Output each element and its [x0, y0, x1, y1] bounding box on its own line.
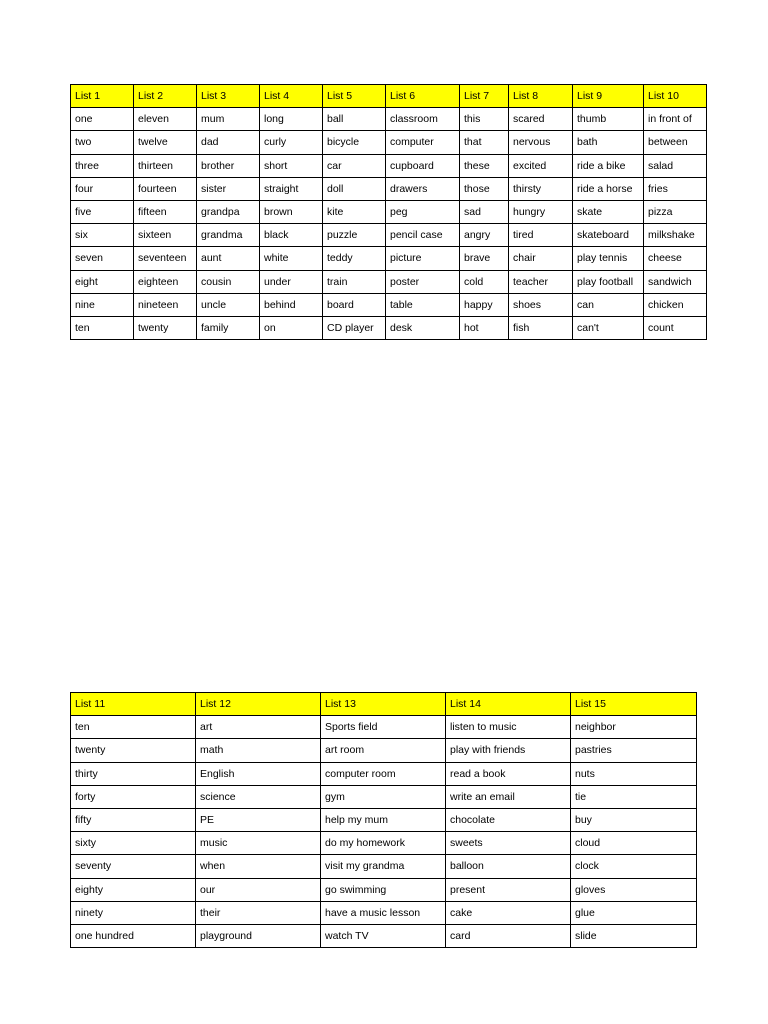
table-row [71, 247, 707, 270]
table-cell: art room [321, 739, 446, 762]
table-cell: twenty [71, 739, 196, 762]
table-cell: eighty [71, 878, 196, 901]
column-header: List 5 [323, 85, 386, 108]
column-header: List 11 [71, 693, 196, 716]
table-cell: two [71, 131, 134, 154]
table-cell: gym [321, 785, 446, 808]
table-cell: write an email [446, 785, 571, 808]
table-row [71, 293, 707, 316]
table-cell: slide [571, 924, 697, 947]
table-cell: classroom [386, 108, 460, 131]
table-cell: chicken [644, 293, 707, 316]
table-cell: one hundred [71, 924, 196, 947]
table-cell: black [260, 224, 323, 247]
table-cell: visit my grandma [321, 855, 446, 878]
table-cell: uncle [197, 293, 260, 316]
table-cell: present [446, 878, 571, 901]
table-cell: nine [71, 293, 134, 316]
table-cell: computer [386, 131, 460, 154]
table-cell: six [71, 224, 134, 247]
table-cell: those [460, 177, 509, 200]
table-cell: can't [573, 316, 644, 339]
table-cell: cupboard [386, 154, 460, 177]
table-cell: fifteen [134, 200, 197, 223]
table-cell: gloves [571, 878, 697, 901]
table-cell: straight [260, 177, 323, 200]
table-cell: pencil case [386, 224, 460, 247]
table-cell: seven [71, 247, 134, 270]
table-cell: ball [323, 108, 386, 131]
table-cell: can [573, 293, 644, 316]
table-cell: twenty [134, 316, 197, 339]
table-cell: have a music lesson [321, 901, 446, 924]
table-cell: English [196, 762, 321, 785]
table-cell: nervous [509, 131, 573, 154]
table-cell: seventy [71, 855, 196, 878]
table-cell: pastries [571, 739, 697, 762]
table-cell: cloud [571, 832, 697, 855]
column-header: List 6 [386, 85, 460, 108]
table-cell: ninety [71, 901, 196, 924]
table-cell: read a book [446, 762, 571, 785]
table-row [71, 716, 697, 739]
table-cell: teddy [323, 247, 386, 270]
table-body [71, 716, 697, 948]
column-header: List 2 [134, 85, 197, 108]
vocabulary-table-lists-11-15 [70, 692, 697, 948]
table-cell: long [260, 108, 323, 131]
table-cell: hot [460, 316, 509, 339]
table-cell: science [196, 785, 321, 808]
column-header: List 15 [571, 693, 697, 716]
table-cell: thirteen [134, 154, 197, 177]
table-cell: mum [197, 108, 260, 131]
table-cell: sad [460, 200, 509, 223]
table-cell: nuts [571, 762, 697, 785]
table-row [71, 785, 697, 808]
table-cell: thirty [71, 762, 196, 785]
table-row [71, 855, 697, 878]
table-row [71, 924, 697, 947]
table-cell: shoes [509, 293, 573, 316]
table-row [71, 739, 697, 762]
table-cell: fourteen [134, 177, 197, 200]
table-cell: tie [571, 785, 697, 808]
table-cell: cheese [644, 247, 707, 270]
table-cell: tired [509, 224, 573, 247]
table-cell: go swimming [321, 878, 446, 901]
table-cell: playground [196, 924, 321, 947]
table-cell: car [323, 154, 386, 177]
table-cell: under [260, 270, 323, 293]
table-cell: salad [644, 154, 707, 177]
table-cell: bicycle [323, 131, 386, 154]
table-cell: eight [71, 270, 134, 293]
table-cell: desk [386, 316, 460, 339]
table-cell: brown [260, 200, 323, 223]
table-cell: chair [509, 247, 573, 270]
table-row [71, 177, 707, 200]
table-cell: thumb [573, 108, 644, 131]
table-row [71, 108, 707, 131]
table-cell: bath [573, 131, 644, 154]
table-cell: cake [446, 901, 571, 924]
table-cell: math [196, 739, 321, 762]
table-cell: poster [386, 270, 460, 293]
table-cell: table [386, 293, 460, 316]
table-row [71, 901, 697, 924]
table-cell: four [71, 177, 134, 200]
table-cell: art [196, 716, 321, 739]
table-cell: this [460, 108, 509, 131]
table-cell: board [323, 293, 386, 316]
table-cell: sweets [446, 832, 571, 855]
table-row [71, 762, 697, 785]
table-cell: watch TV [321, 924, 446, 947]
table-cell: drawers [386, 177, 460, 200]
vocabulary-table-lists-1-10 [70, 84, 707, 340]
table-row [71, 154, 707, 177]
table-cell: hungry [509, 200, 573, 223]
table-cell: angry [460, 224, 509, 247]
table-row [71, 316, 707, 339]
table-cell: five [71, 200, 134, 223]
table-cell: PE [196, 808, 321, 831]
table-cell: grandma [197, 224, 260, 247]
table-cell: their [196, 901, 321, 924]
table-cell: fish [509, 316, 573, 339]
table-cell: curly [260, 131, 323, 154]
table-cell: doll [323, 177, 386, 200]
table-cell: Sports field [321, 716, 446, 739]
table-cell: eighteen [134, 270, 197, 293]
column-header: List 10 [644, 85, 707, 108]
table-cell: ride a horse [573, 177, 644, 200]
table-row [71, 224, 707, 247]
column-header: List 1 [71, 85, 134, 108]
table-cell: play football [573, 270, 644, 293]
table-cell: grandpa [197, 200, 260, 223]
table-cell: neighbor [571, 716, 697, 739]
table-body [71, 108, 707, 340]
table-cell: aunt [197, 247, 260, 270]
table-cell: glue [571, 901, 697, 924]
table-cell: computer room [321, 762, 446, 785]
table-cell: card [446, 924, 571, 947]
table-cell: kite [323, 200, 386, 223]
table-cell: family [197, 316, 260, 339]
table-cell: short [260, 154, 323, 177]
table-cell: play with friends [446, 739, 571, 762]
table-cell: ride a bike [573, 154, 644, 177]
table-row [71, 270, 707, 293]
table-cell: milkshake [644, 224, 707, 247]
table-cell: behind [260, 293, 323, 316]
table-cell: skate [573, 200, 644, 223]
table-cell: fifty [71, 808, 196, 831]
table-cell: excited [509, 154, 573, 177]
table-cell: sister [197, 177, 260, 200]
table-cell: fries [644, 177, 707, 200]
table-cell: eleven [134, 108, 197, 131]
header-row [71, 693, 697, 716]
table-cell: peg [386, 200, 460, 223]
header-row [71, 85, 707, 108]
table-cell: cousin [197, 270, 260, 293]
table-cell: picture [386, 247, 460, 270]
table-cell: sixteen [134, 224, 197, 247]
table-cell: one [71, 108, 134, 131]
table-row [71, 200, 707, 223]
table-cell: brother [197, 154, 260, 177]
table-cell: brave [460, 247, 509, 270]
table-row [71, 808, 697, 831]
table-cell: do my homework [321, 832, 446, 855]
table-cell: our [196, 878, 321, 901]
table-cell: listen to music [446, 716, 571, 739]
table-header [71, 85, 707, 108]
table-cell: white [260, 247, 323, 270]
table-cell: ten [71, 316, 134, 339]
column-header: List 9 [573, 85, 644, 108]
table-cell: puzzle [323, 224, 386, 247]
column-header: List 3 [197, 85, 260, 108]
table-cell: that [460, 131, 509, 154]
table-row [71, 131, 707, 154]
table-cell: ten [71, 716, 196, 739]
table-header [71, 693, 697, 716]
table-cell: these [460, 154, 509, 177]
table-cell: scared [509, 108, 573, 131]
table-cell: chocolate [446, 808, 571, 831]
table-row [71, 878, 697, 901]
table-cell: sixty [71, 832, 196, 855]
table-cell: skateboard [573, 224, 644, 247]
table-cell: when [196, 855, 321, 878]
column-header: List 8 [509, 85, 573, 108]
table-cell: clock [571, 855, 697, 878]
table-cell: between [644, 131, 707, 154]
table-cell: music [196, 832, 321, 855]
table-cell: buy [571, 808, 697, 831]
table-cell: pizza [644, 200, 707, 223]
column-header: List 13 [321, 693, 446, 716]
table-cell: count [644, 316, 707, 339]
table-cell: play tennis [573, 247, 644, 270]
table-cell: three [71, 154, 134, 177]
table-cell: balloon [446, 855, 571, 878]
table-cell: help my mum [321, 808, 446, 831]
table-cell: twelve [134, 131, 197, 154]
table-cell: in front of [644, 108, 707, 131]
table-cell: sandwich [644, 270, 707, 293]
table-cell: train [323, 270, 386, 293]
column-header: List 12 [196, 693, 321, 716]
table-cell: CD player [323, 316, 386, 339]
table-cell: happy [460, 293, 509, 316]
table-cell: dad [197, 131, 260, 154]
column-header: List 14 [446, 693, 571, 716]
table-cell: thirsty [509, 177, 573, 200]
table-cell: nineteen [134, 293, 197, 316]
column-header: List 7 [460, 85, 509, 108]
table-cell: seventeen [134, 247, 197, 270]
table-cell: teacher [509, 270, 573, 293]
table-row [71, 832, 697, 855]
table-cell: on [260, 316, 323, 339]
column-header: List 4 [260, 85, 323, 108]
table-cell: forty [71, 785, 196, 808]
table-cell: cold [460, 270, 509, 293]
